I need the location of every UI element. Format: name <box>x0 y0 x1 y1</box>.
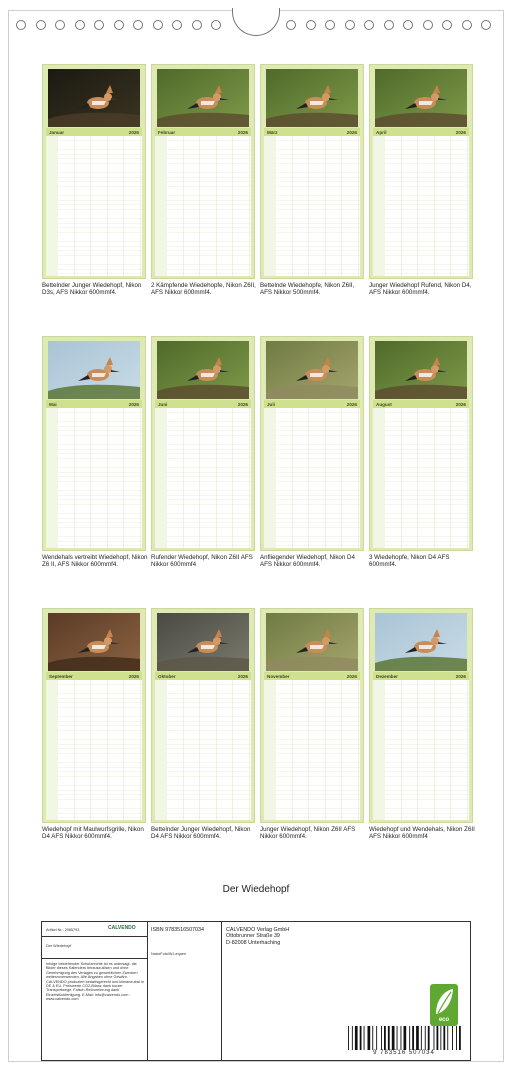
binding-ring <box>192 20 202 30</box>
month-planner-grid <box>373 672 469 820</box>
month-year: 2026 <box>455 401 466 407</box>
barcode-number: 9 783516 507034 <box>342 1050 466 1056</box>
binding-ring <box>384 20 394 30</box>
month-header <box>264 128 360 136</box>
hoopoe-photo <box>48 613 140 671</box>
binding-ring <box>75 20 85 30</box>
month-planner-grid <box>264 128 360 276</box>
month-planner-grid <box>46 672 142 820</box>
binding-ring <box>16 20 26 30</box>
calendar-title: Der Wiedehopf <box>222 884 290 895</box>
photo-caption: Junger Wiedehopf Rufend, Nikon D4, AFS Nikkor 600mmf4. <box>369 282 472 297</box>
month-header <box>373 400 469 408</box>
binding-ring <box>364 20 374 30</box>
month-header <box>264 672 360 680</box>
month-header <box>264 400 360 408</box>
eco-label: eco <box>438 1017 450 1023</box>
binding-ring <box>114 20 124 30</box>
month-planner-grid <box>373 400 469 548</box>
month-planner-grid <box>155 672 251 820</box>
month-planner-grid <box>373 128 469 276</box>
photographer-credit: NaturFoto/W.Lequen <box>151 952 187 956</box>
hoopoe-photo <box>157 341 249 399</box>
hoopoe-photo <box>266 341 358 399</box>
month-planner-grid <box>155 128 251 276</box>
product-title-small: Der Wiedehopf <box>46 944 72 948</box>
day-rows <box>264 408 360 548</box>
month-planner-grid <box>46 128 142 276</box>
binding-ring <box>345 20 355 30</box>
publisher-name: CALVENDO Verlag GmbH <box>226 927 290 933</box>
month-planner-grid <box>264 672 360 820</box>
photo-caption: Anfliegender Wiedehopf, Nikon D4 AFS Nikkor 600mmf4. <box>260 554 355 569</box>
binding-ring <box>481 20 491 30</box>
day-rows <box>46 408 142 548</box>
month-name: Dezember <box>376 673 398 679</box>
hoopoe-photo <box>48 69 140 127</box>
month-year: 2026 <box>128 401 139 407</box>
hoopoe-photo <box>157 69 249 127</box>
photo-caption: Rufender Wiedehopf, Nikon Z6II AFS Nikkor 600mmf4 <box>151 554 253 569</box>
photo-caption: 3 Wiedehopfe, Nikon D4 AFS 600mmf4. <box>369 554 450 569</box>
month-header <box>373 128 469 136</box>
binding-ring <box>403 20 413 30</box>
month-name: Januar <box>49 129 65 135</box>
spiral-binding <box>0 14 512 34</box>
binding-ring <box>94 20 104 30</box>
month-card <box>260 64 364 279</box>
publisher-address <box>226 927 289 946</box>
month-header <box>155 128 251 136</box>
month-name: Oktober <box>158 673 176 679</box>
month-year: 2026 <box>237 401 248 407</box>
info-column-isbn <box>148 922 222 1060</box>
month-year: 2026 <box>128 129 139 135</box>
binding-ring <box>462 20 472 30</box>
hoopoe-photo <box>266 69 358 127</box>
month-name: September <box>49 673 73 679</box>
month-year: 2026 <box>455 129 466 135</box>
month-name: März <box>267 129 278 135</box>
binding-ring <box>55 20 65 30</box>
legal-notice: Infolge bestehender Schutzrechte ist es untersagt, die Bilder dieses Kalenders herauszulösen und ohne Genehmigung des Verlages zu gewerblichen Zwecken weiterzuverwenden. Alle Angaben ohne Gewähr. CALVENDO produziert bedarfsgerecht und klimaneutral in DE & EU. Preiswerte CO2-Bilanz dank kurzer Transportwege. Falsch-Retournierung dank Einzelstückfertigung. E-Mail: info@calvendo.com · www.calvendo.com <box>46 962 144 1002</box>
hanger-hook <box>232 8 280 36</box>
month-header <box>155 672 251 680</box>
month-year: 2026 <box>237 673 248 679</box>
month-name: Juni <box>158 401 168 407</box>
month-card <box>369 64 473 279</box>
day-rows <box>155 680 251 820</box>
publisher-city: D-82008 Unterhaching <box>226 939 281 946</box>
month-header <box>373 672 469 680</box>
day-rows <box>264 136 360 276</box>
binding-ring <box>306 20 316 30</box>
photo-caption: Wiedehopf und Wendehals, Nikon Z6II AFS Nikkor 600mmf4 <box>369 826 475 841</box>
photo-caption: Junger Wiedehopf, Nikon Z6II AFS Nikkor 600mmf4. <box>260 826 356 841</box>
isbn-text: ISBN 9783516507034 <box>151 927 205 933</box>
binding-ring <box>153 20 163 30</box>
month-header <box>46 400 142 408</box>
month-card <box>151 336 255 551</box>
month-name: November <box>267 673 290 679</box>
month-card <box>369 336 473 551</box>
binding-ring <box>442 20 452 30</box>
month-card <box>260 336 364 551</box>
month-planner-grid <box>46 400 142 548</box>
hoopoe-photo <box>375 69 467 127</box>
photo-caption: Bettelnder Junger Wiedehopf, Nikon D3s, AFS Nikkor 600mmf4. <box>42 282 142 297</box>
month-name: April <box>376 129 387 135</box>
day-rows <box>373 680 469 820</box>
hoopoe-photo <box>375 341 467 399</box>
eco-badge <box>430 984 458 1026</box>
month-year: 2026 <box>455 673 466 679</box>
month-year: 2026 <box>237 129 248 135</box>
month-name: Februar <box>158 129 176 135</box>
month-card <box>42 608 146 823</box>
month-header <box>155 400 251 408</box>
month-card <box>151 608 255 823</box>
article-number: Artikel Nr.: 2985793 <box>46 928 80 932</box>
month-planner-grid <box>264 400 360 548</box>
day-rows <box>373 408 469 548</box>
month-card <box>42 336 146 551</box>
month-name: Juli <box>267 401 275 407</box>
month-year: 2026 <box>346 401 357 407</box>
binding-ring <box>36 20 46 30</box>
month-card <box>369 608 473 823</box>
calvendo-logo: CALVENDO <box>108 925 136 931</box>
day-rows <box>155 408 251 548</box>
hoopoe-photo <box>375 613 467 671</box>
photo-caption: 2 Kämpfende Wiedehopfe, Nikon Z6II, AFS Nikkor 600mmf4. <box>151 282 256 297</box>
month-card <box>151 64 255 279</box>
month-name: August <box>376 401 392 407</box>
hoopoe-photo <box>157 613 249 671</box>
product-info-box <box>41 921 471 1061</box>
info-column-left <box>42 922 148 1060</box>
month-header <box>46 128 142 136</box>
month-card <box>42 64 146 279</box>
day-rows <box>155 136 251 276</box>
day-rows <box>264 680 360 820</box>
day-rows <box>46 136 142 276</box>
month-name: Mai <box>49 401 57 407</box>
month-year: 2026 <box>128 673 139 679</box>
day-rows <box>46 680 142 820</box>
publisher-street: Ottobrunner Straße 39 <box>226 933 280 940</box>
photo-caption: Wendehals vertreibt Wiedehopf, Nikon Z6 II, AFS Nikkor 600mmf4. <box>42 554 148 569</box>
binding-ring <box>133 20 143 30</box>
binding-ring <box>286 20 296 30</box>
month-year: 2026 <box>346 673 357 679</box>
photo-caption: Wiedehopf mit Maulwurfsgrille, Nikon D4 AFS Nikkor 600mmf4. <box>42 826 144 841</box>
month-planner-grid <box>155 400 251 548</box>
hoopoe-photo <box>48 341 140 399</box>
month-year: 2026 <box>346 129 357 135</box>
photo-caption: Bettelnder Junger Wiedehopf, Nikon D4 AFS Nikkor 600mmf4. <box>151 826 251 841</box>
hoopoe-photo <box>266 613 358 671</box>
month-header <box>46 672 142 680</box>
binding-ring <box>423 20 433 30</box>
day-rows <box>373 136 469 276</box>
photo-caption: Bettelnde Wiedehopfe, Nikon Z6II, AFS Nikkor 500mmf4. <box>260 282 355 297</box>
month-card <box>260 608 364 823</box>
binding-ring <box>211 20 221 30</box>
binding-ring <box>172 20 182 30</box>
binding-ring <box>325 20 335 30</box>
